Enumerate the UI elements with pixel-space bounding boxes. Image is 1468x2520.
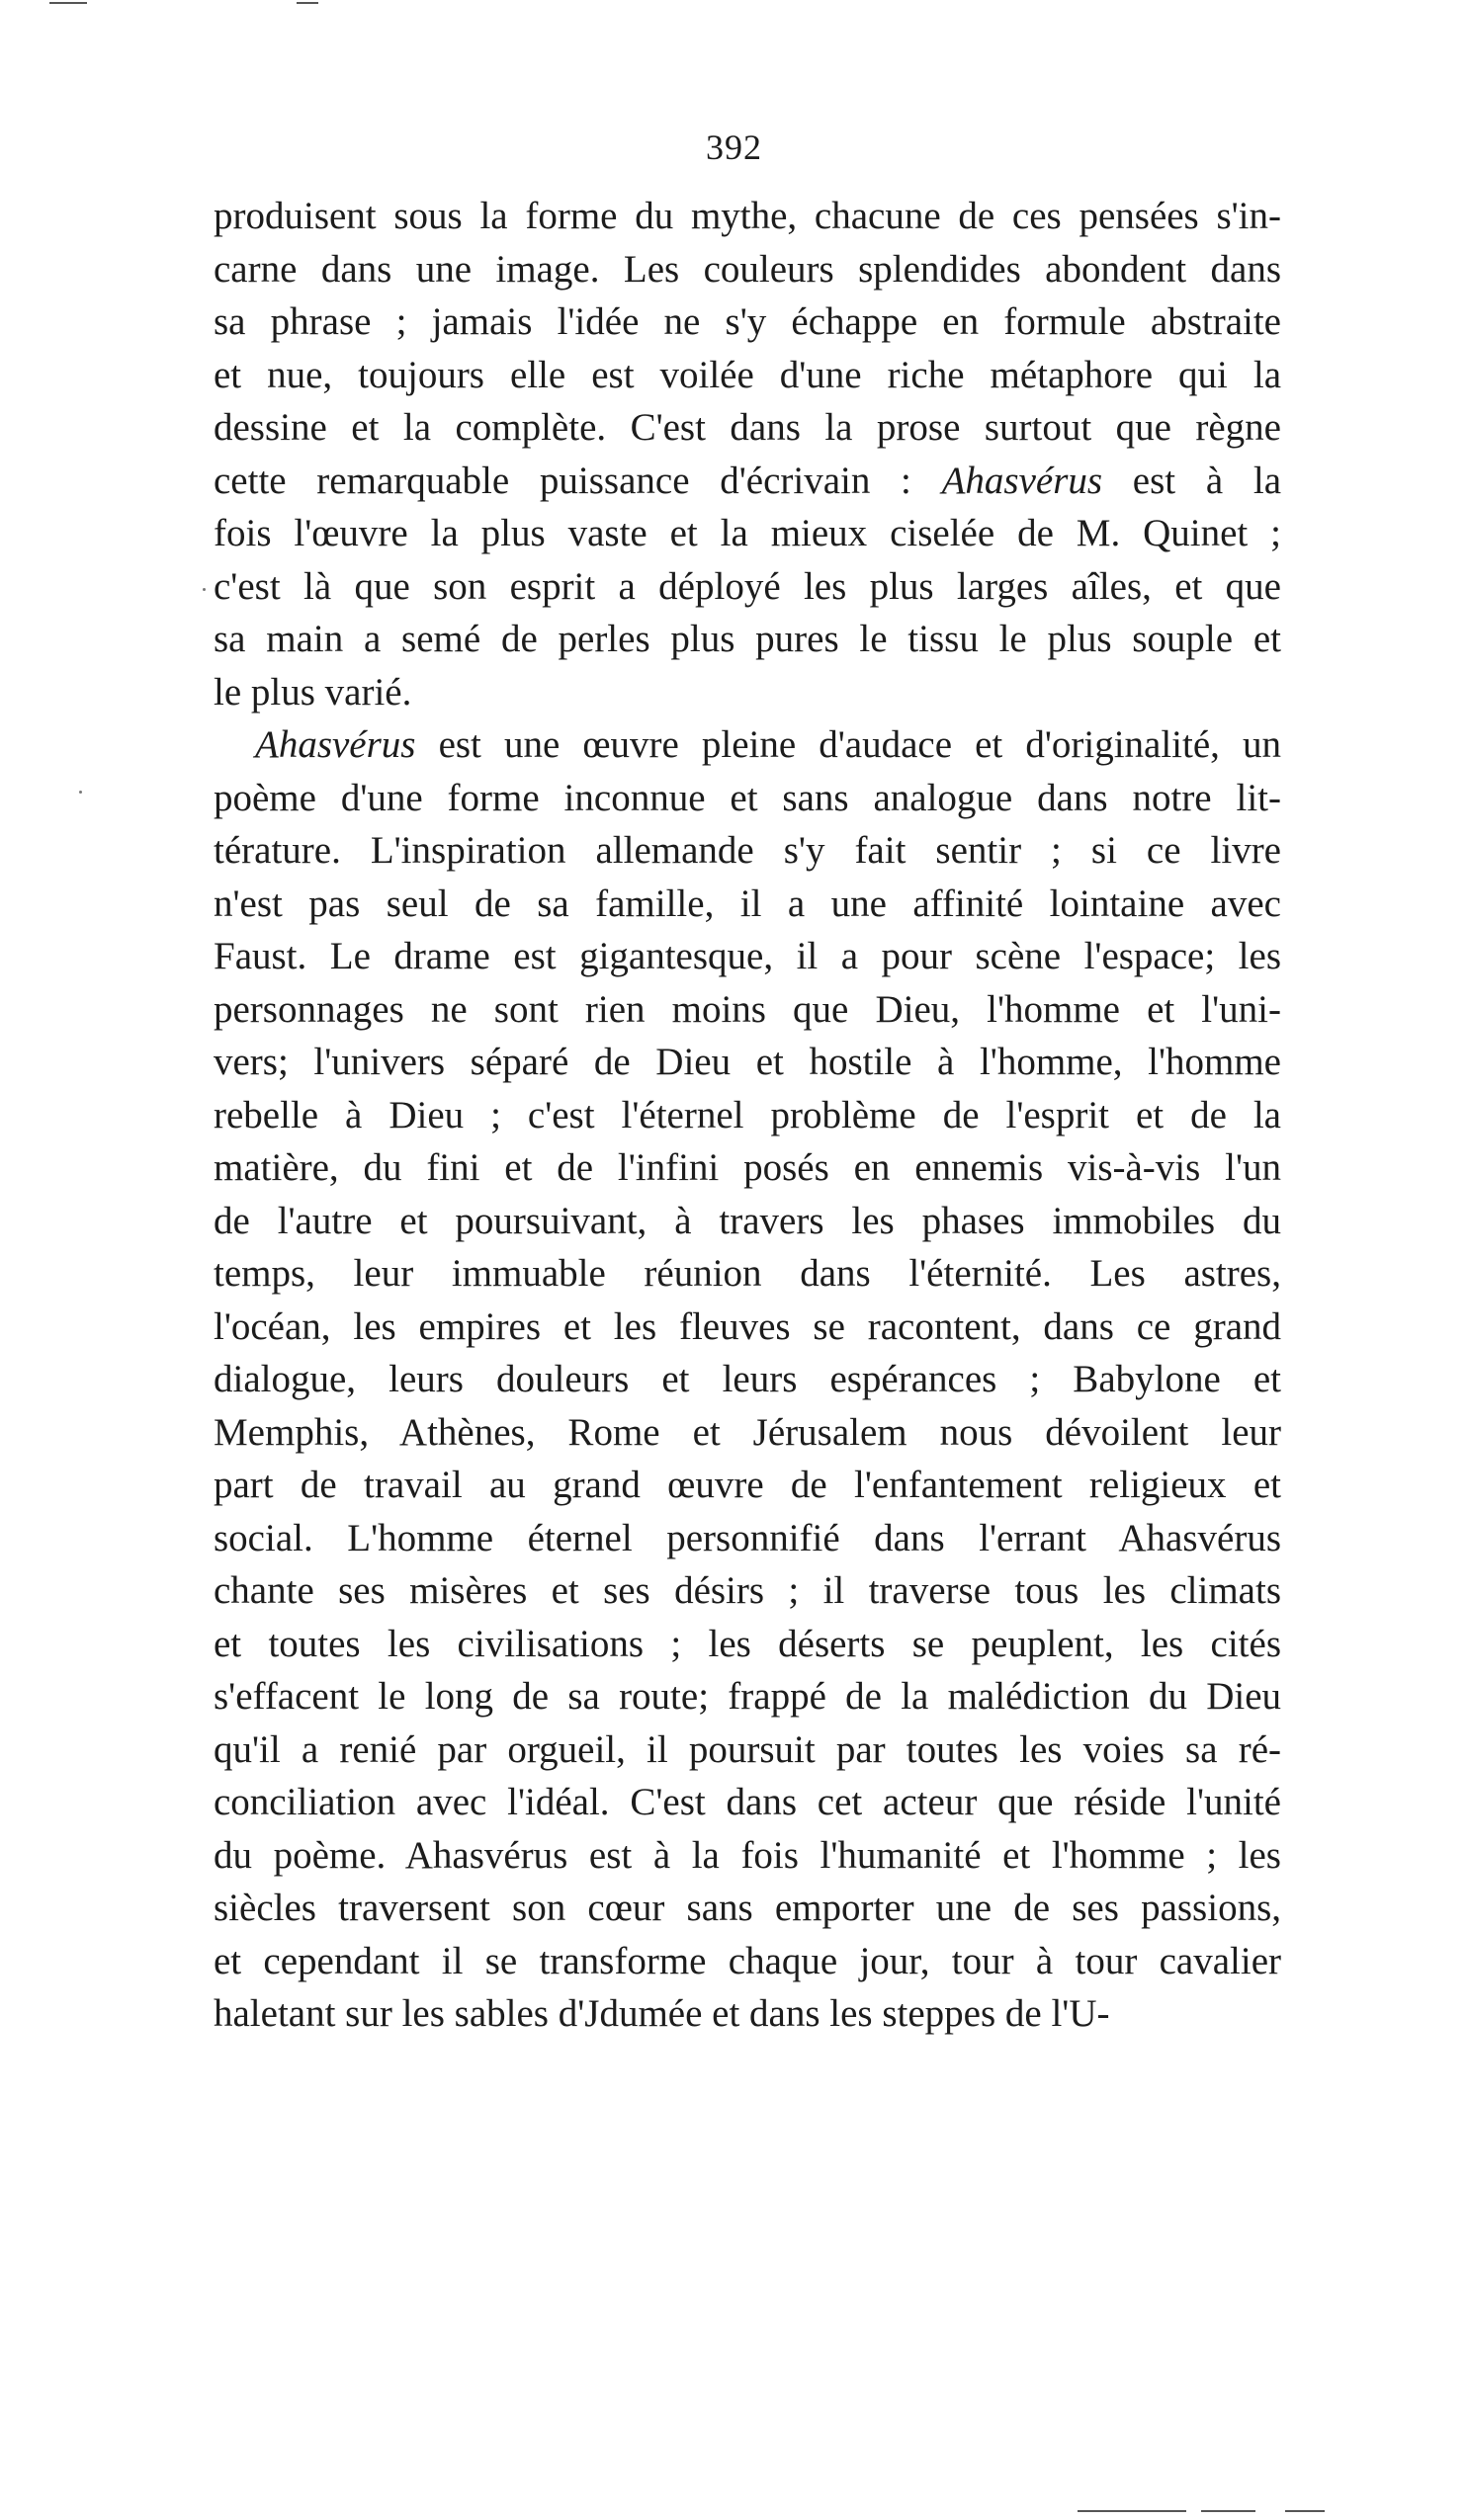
scan-mark-top-left — [49, 2, 87, 4]
italic-title: Ahasvérus — [941, 459, 1103, 502]
text-line: l'océan, les empires et les fleuves se racontent, dans ce grand — [214, 1304, 1281, 1348]
text-line: dialogue, leurs douleurs et leurs espérances ; Babylone et — [214, 1358, 1281, 1400]
text-line: social. L'homme éternel personnifié dans l'errant Ahasvérus — [214, 1516, 1281, 1559]
text-line: carne dans une image. Les couleurs splendides abondent dans — [214, 247, 1281, 291]
text-line: et cependant il se transforme chaque jour, tour à tour cavalier — [214, 1939, 1281, 1982]
text-line: sa main a semé de perles plus pures le tissu le plus souple et — [214, 618, 1281, 660]
scan-mark-bottom-right-1 — [1078, 2510, 1186, 2512]
stray-ink-dot — [79, 791, 82, 794]
text-line: temps, leur immuable réunion dans l'éternité. Les astres, — [214, 1252, 1281, 1295]
italic-title: Ahasvérus — [255, 723, 416, 766]
text-line: de l'autre et poursuivant, à travers les phases immobiles du — [214, 1199, 1281, 1242]
text-line: Faust. Le drame est gigantesque, il a pour scène l'espace; les — [214, 935, 1281, 977]
text-segment: est à la — [1102, 459, 1281, 502]
text-line: et toutes les civilisations ; les déserts se peuplent, les cités — [214, 1622, 1281, 1665]
stray-ink-dot — [203, 588, 206, 591]
scan-mark-top-center — [297, 2, 318, 4]
text-line: siècles traversent son cœur sans emporter une de ses passions, — [214, 1887, 1281, 1929]
text-line: du poème. Ahasvérus est à la fois l'humanité et l'homme ; les — [214, 1833, 1281, 1877]
body-text — [214, 190, 1281, 2041]
paragraph — [214, 190, 1281, 718]
text-line: part de travail au grand œuvre de l'enfantement religieux et — [214, 1464, 1281, 1506]
text-line: sa phrase ; jamais l'idée ne s'y échappe en formule abstraite — [214, 300, 1281, 343]
scan-mark-bottom-right-3 — [1285, 2510, 1325, 2512]
text-line: rebelle à Dieu ; c'est l'éternel problème de l'esprit et de la — [214, 1093, 1281, 1136]
text-line — [214, 455, 1281, 508]
paragraph — [214, 718, 1281, 2041]
text-line: Memphis, Athènes, Rome et Jérusalem nous dévoilent leur — [214, 1410, 1281, 1454]
text-line: et nue, toujours elle est voilée d'une riche métaphore qui la — [214, 353, 1281, 396]
text-line: haletant sur les sables d'Jdumée et dans les steppes de l'U- — [214, 1992, 1110, 2035]
text-line: dessine et la complète. C'est dans la prose surtout que règne — [214, 406, 1281, 449]
text-line: s'effacent le long de sa route; frappé de la malédiction du Dieu — [214, 1675, 1281, 1718]
text-line: fois l'œuvre la plus vaste et la mieux ciselée de M. Quinet ; — [214, 512, 1281, 554]
text-segment: est une œuvre pleine d'audace et d'originalité, un — [415, 723, 1281, 766]
text-line: chante ses misères et ses désirs ; il traverse tous les climats — [214, 1569, 1281, 1612]
text-line: c'est là que son esprit a déployé les plus larges aîles, et que — [214, 564, 1281, 608]
text-line: n'est pas seul de sa famille, il a une affinité lointaine avec — [214, 882, 1281, 925]
text-line: le plus varié. — [214, 670, 412, 714]
scan-mark-bottom-right-2 — [1201, 2510, 1255, 2512]
text-line: personnages ne sont rien moins que Dieu, l'homme et l'uni- — [214, 987, 1281, 1031]
text-segment: cette remarquable puissance d'écrivain : — [214, 459, 942, 502]
text-line: matière, du fini et de l'infini posés en ennemis vis-à-vis l'un — [214, 1146, 1281, 1189]
text-line: conciliation avec l'idéal. C'est dans cet acteur que réside l'unité — [214, 1781, 1281, 1823]
text-line — [214, 718, 1281, 772]
text-line: produisent sous la forme du mythe, chacune de ces pensées s'in- — [214, 195, 1281, 237]
text-line: vers; l'univers séparé de Dieu et hostile à l'homme, l'homme — [214, 1041, 1281, 1083]
page-number: 392 — [706, 127, 762, 167]
text-line: qu'il a renié par orgueil, il poursuit par toutes les voies sa ré- — [214, 1727, 1281, 1771]
text-line: poème d'une forme inconnue et sans analogue dans notre lit- — [214, 776, 1281, 819]
text-line: térature. L'inspiration allemande s'y fait sentir ; si ce livre — [214, 829, 1281, 872]
